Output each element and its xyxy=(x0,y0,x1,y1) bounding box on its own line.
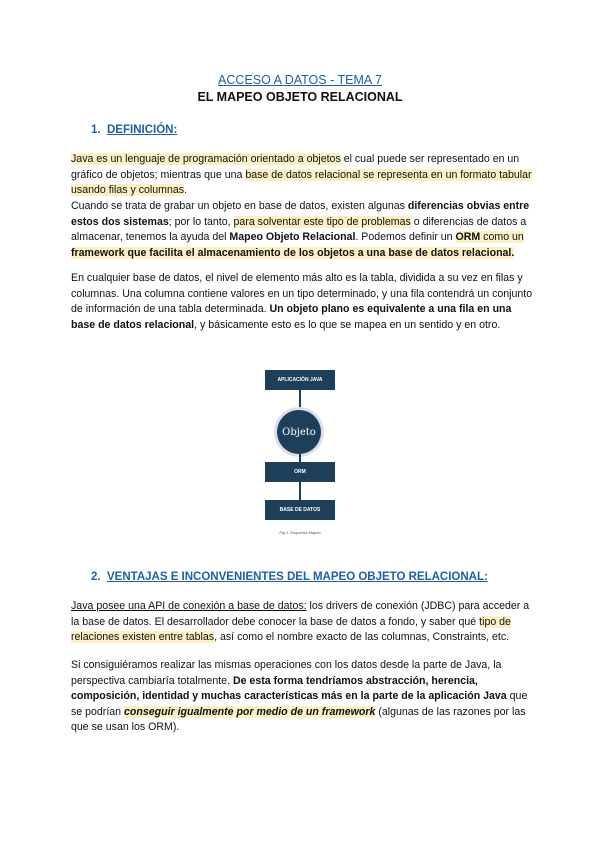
highlight-relational-db: base de datos relacional se representa en un formato tabular usando filas y columnas xyxy=(71,168,532,197)
text: , y básicamente esto es lo que se mapea en un sentido y en otro. xyxy=(194,318,501,331)
text: el cual puede ser representado en un gráfico de objetos; mientras que una xyxy=(71,153,520,181)
bold-framework-definition: framework que facilita el almacenamiento de los objetos a una base de datos relacional. xyxy=(71,246,515,259)
text: En cualquier base de datos, el nivel de elemento más alto es la tabla, dividida a su vez en filas y columnas. Una columna contiene valores en un tipo determinado, y una fila contendrá un conjunto de información de una tabla determinada. xyxy=(71,272,533,316)
connector-line xyxy=(299,482,301,500)
text: ; por lo tanto, xyxy=(168,215,234,228)
figure-caption: Fig.1. Esquema Mapeo xyxy=(279,530,321,535)
text: . xyxy=(184,184,188,197)
text: los drivers de conexión (JDBC) para acceder a la base de datos. El desarrollador debe conocer la base de datos a fondo, y saber qué xyxy=(71,600,530,628)
section-1-heading xyxy=(91,124,177,136)
text: . Podemos definir un xyxy=(355,231,456,244)
bold-framework-achieve: conseguir igualmente por medio de un framework xyxy=(124,705,376,718)
connector-line xyxy=(299,390,301,410)
database-box: BASE DE DATOS xyxy=(265,500,335,520)
highlight-java-definition: Java es un lenguaje de programación orientado a objetos xyxy=(71,153,341,165)
orm-diagram xyxy=(255,360,345,540)
section-2-paragraph-2 xyxy=(71,658,533,736)
text: , así como el nombre exacto de las columnas, Constraints, etc. xyxy=(214,631,510,644)
highlight-relations: tipo de relaciones existen entre tablas xyxy=(71,615,511,644)
section-2-heading xyxy=(91,571,488,583)
text: o diferencias de datos a almacenar, tenemos la ayuda del xyxy=(71,215,527,244)
section-1-number: 1. xyxy=(91,124,101,136)
highlight-solve-problems: para solventar este tipo de problemas xyxy=(233,215,411,228)
text: como un xyxy=(480,231,524,244)
section-1-paragraph-2 xyxy=(71,199,533,261)
text: Cuando se trata de grabar un objeto en base de datos, existen algunas xyxy=(71,200,408,212)
bold-orm-name: Mapeo Objeto Relacional xyxy=(229,231,356,244)
underlined-api: Java posee una API de conexión a base de datos: xyxy=(71,600,307,612)
section-1-paragraph-1 xyxy=(71,152,533,199)
bold-advantages: De esta forma tendríamos abstracción, herencia, composición, identidad y muchas características más en la parte de la aplicación Java xyxy=(71,674,507,703)
bold-orm: ORM xyxy=(455,231,481,244)
section-1-paragraph-3 xyxy=(71,271,533,333)
bold-differences: diferencias obvias entre estos dos sistemas xyxy=(71,200,530,228)
document-title: ACCESO A DATOS - TEMA 7 xyxy=(218,73,382,87)
connector-line xyxy=(299,454,301,462)
section-1-title: DEFINICIÓN: xyxy=(107,124,178,136)
text: Si consiguiéramos realizar las mismas operaciones con los datos desde la parte de Java, la perspectiva cambiaría totalmente. xyxy=(71,659,502,687)
orm-box: ORM xyxy=(265,462,335,482)
java-application-box: APLICACIÓN JAVA xyxy=(265,370,335,390)
bold-plain-object: Un objeto plano es equivalente a una fila en una base de datos relacional xyxy=(71,303,512,331)
text: (algunas de las razones por las que se usan los ORM). xyxy=(71,705,526,734)
object-circle: Objeto xyxy=(277,410,321,454)
document-subtitle: EL MAPEO OBJETO RELACIONAL xyxy=(197,90,403,104)
section-2-paragraph-1 xyxy=(71,599,533,646)
text: que se podrían xyxy=(71,690,528,718)
section-2-number: 2. xyxy=(91,571,101,583)
section-2-title: VENTAJAS E INCONVENIENTES DEL MAPEO OBJETO RELACIONAL: xyxy=(107,571,488,583)
